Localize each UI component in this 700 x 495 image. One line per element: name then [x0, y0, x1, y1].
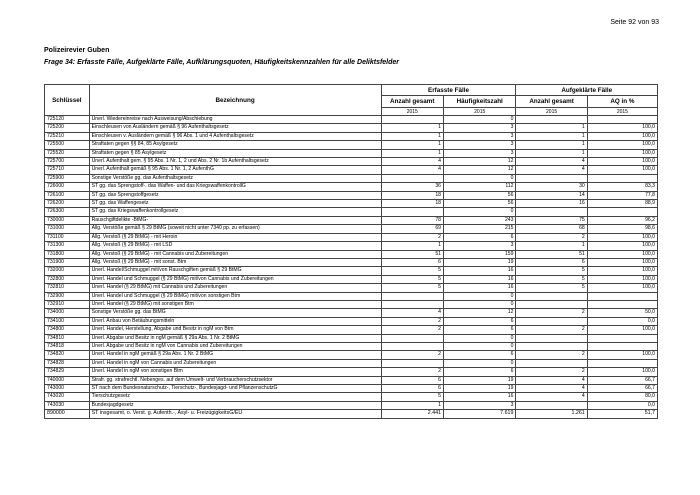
- table-row: [45, 183, 658, 191]
- cell-aq: 100,0: [587, 166, 657, 174]
- cell-key: 734820: [45, 351, 90, 359]
- cell-key: 731100: [45, 233, 90, 241]
- cell-key: 743000: [45, 385, 90, 393]
- cell-anzahl-gesamt: 18: [381, 200, 443, 208]
- cell-aufgeklaerte-anzahl: [516, 334, 587, 342]
- cell-key: 726000: [45, 183, 90, 191]
- table-row: [45, 351, 658, 359]
- header-year: 2015: [587, 108, 657, 116]
- cell-anzahl-gesamt: 4: [381, 166, 443, 174]
- cell-key: 725520: [45, 149, 90, 157]
- header-aq: AQ in %: [587, 96, 657, 108]
- cell-aq: 100,0: [587, 275, 657, 283]
- cell-key: 734100: [45, 317, 90, 325]
- cell-haeufigkeitszahl: 3: [443, 132, 515, 140]
- cell-description: ST gg. das Waffengesetz: [89, 200, 381, 208]
- table-row: [45, 410, 658, 418]
- cell-description: Bundesjagdgesetz: [89, 401, 381, 409]
- cell-anzahl-gesamt: 1: [381, 149, 443, 157]
- cell-anzahl-gesamt: 2: [381, 351, 443, 359]
- cell-aq: 100,0: [587, 326, 657, 334]
- cell-anzahl-gesamt: 4: [381, 309, 443, 317]
- table-row: [45, 233, 658, 241]
- cell-key: 734800: [45, 326, 90, 334]
- table-row: [45, 326, 658, 334]
- cell-haeufigkeitszahl: 56: [443, 191, 515, 199]
- cell-description: Unerl. Abgabe und Besitz in ngM von Cannabis und Zubereitungen: [89, 342, 381, 350]
- table-row: [45, 174, 658, 182]
- cell-haeufigkeitszahl: 0: [443, 292, 515, 300]
- cell-haeufigkeitszahl: 3: [443, 124, 515, 132]
- cell-anzahl-gesamt: [381, 342, 443, 350]
- cell-description: Unerl. Abgabe und Besitz in ngM gemäß § 29a Abs. 1 Nr. 2 BtMG: [89, 334, 381, 342]
- cell-key: 730000: [45, 216, 90, 224]
- table-row: [45, 116, 658, 124]
- cell-description: Unerl. Handel/Schmuggel mit/von Rauschgiften gemäß § 29 BtMG: [89, 267, 381, 275]
- cell-anzahl-gesamt: 2: [381, 326, 443, 334]
- cell-haeufigkeitszahl: 0: [443, 359, 515, 367]
- cell-key: 734810: [45, 334, 90, 342]
- cell-description: Unerl. Aufenthalt gemäß § 95 Abs. 1 Nr. 1, 2 AufenthG: [89, 166, 381, 174]
- cell-description: Allg. Verstöße gemäß § 29 BtMG (soweit nicht unter 7340 pp. zu erfassen): [89, 225, 381, 233]
- cell-description: Unerl. Handel (§ 29 BtMG) mit sonstigen Btm: [89, 300, 381, 308]
- cell-description: Sonstige Verstöße gg. das Aufenthaltsgesetz: [89, 174, 381, 182]
- cell-haeufigkeitszahl: 12: [443, 158, 515, 166]
- cell-aufgeklaerte-anzahl: 68: [516, 225, 587, 233]
- cell-haeufigkeitszahl: 3: [443, 401, 515, 409]
- cell-anzahl-gesamt: 1: [381, 132, 443, 140]
- cell-description: Allg. Verstoß (§ 29 BtMG) - mit sonst. Btm: [89, 258, 381, 266]
- cell-anzahl-gesamt: 36: [381, 183, 443, 191]
- cell-aufgeklaerte-anzahl: 4: [516, 385, 587, 393]
- cell-aufgeklaerte-anzahl: [516, 208, 587, 216]
- cell-anzahl-gesamt: [381, 359, 443, 367]
- cell-description: ST gg. das Kriegswaffenkontrollgesetz: [89, 208, 381, 216]
- cell-description: Straftaten gegen §§ 84, 85 Asylgesetz: [89, 141, 381, 149]
- table-row: [45, 292, 658, 300]
- cell-description: Unerl. Handel in ngM gemäß § 29a Abs. 1 Nr. 2 BtMG: [89, 351, 381, 359]
- cell-haeufigkeitszahl: 6: [443, 317, 515, 325]
- cell-anzahl-gesamt: 2: [381, 368, 443, 376]
- cell-haeufigkeitszahl: 3: [443, 141, 515, 149]
- cell-aq: 100,0: [587, 158, 657, 166]
- cell-aq: 100,0: [587, 250, 657, 258]
- table-row: [45, 149, 658, 157]
- cell-key: 734828: [45, 359, 90, 367]
- header-anzahl-gesamt-aufgeklaert: Anzahl gesamt: [516, 96, 587, 108]
- table-row: [45, 334, 658, 342]
- cell-key: 734829: [45, 368, 90, 376]
- cell-anzahl-gesamt: 6: [381, 376, 443, 384]
- table-row: [45, 166, 658, 174]
- cell-haeufigkeitszahl: 0: [443, 334, 515, 342]
- cell-haeufigkeitszahl: 6: [443, 351, 515, 359]
- cell-aq: [587, 334, 657, 342]
- cell-aq: 100,0: [587, 149, 657, 157]
- cell-haeufigkeitszahl: 7.619: [443, 410, 515, 418]
- cell-haeufigkeitszahl: 0: [443, 342, 515, 350]
- cell-aq: [587, 116, 657, 124]
- cell-description: Unerl. Handel in ngM von Cannabis und Zubereitungen: [89, 359, 381, 367]
- cell-aufgeklaerte-anzahl: 5: [516, 284, 587, 292]
- table-row: [45, 242, 658, 250]
- cell-key: 725900: [45, 174, 90, 182]
- cell-description: ST nach dem Bundesnaturschutz-, Tierschutz-, Bundesjagd- und PflanzenschutzG: [89, 385, 381, 393]
- cell-aufgeklaerte-anzahl: 1: [516, 132, 587, 140]
- cell-aufgeklaerte-anzahl: [516, 317, 587, 325]
- cell-aufgeklaerte-anzahl: 51: [516, 250, 587, 258]
- cell-aufgeklaerte-anzahl: 4: [516, 158, 587, 166]
- cell-aq: 88,9: [587, 200, 657, 208]
- table-row: [45, 317, 658, 325]
- cell-anzahl-gesamt: [381, 174, 443, 182]
- cell-aufgeklaerte-anzahl: 5: [516, 275, 587, 283]
- cell-key: 732910: [45, 300, 90, 308]
- cell-anzahl-gesamt: 5: [381, 267, 443, 275]
- cell-key: 732900: [45, 292, 90, 300]
- cell-key: 732810: [45, 284, 90, 292]
- cell-aufgeklaerte-anzahl: 2: [516, 326, 587, 334]
- cell-aq: 66,7: [587, 385, 657, 393]
- table-row: [45, 258, 658, 266]
- cell-anzahl-gesamt: [381, 116, 443, 124]
- cell-key: 725210: [45, 132, 90, 140]
- organization-title: Polizeirevier Guben: [44, 47, 110, 54]
- cell-anzahl-gesamt: 2: [381, 317, 443, 325]
- cell-description: Allg. Verstoß (§ 29 BtMG) - mit LSD: [89, 242, 381, 250]
- cell-anzahl-gesamt: [381, 208, 443, 216]
- cell-description: Unerl. Aufenthalt gem. § 95 Abs. 1 Nr. 1, 2 und Abs. 2 Nr. 1b Aufenthaltsgesetz: [89, 158, 381, 166]
- cell-aufgeklaerte-anzahl: [516, 342, 587, 350]
- header-year: 2015: [516, 108, 587, 116]
- cell-description: Straftaten gegen § 85 Asylgesetz: [89, 149, 381, 157]
- table-row: [45, 393, 658, 401]
- cell-aufgeklaerte-anzahl: [516, 359, 587, 367]
- table-row: [45, 284, 658, 292]
- table-row: [45, 300, 658, 308]
- cell-haeufigkeitszahl: 6: [443, 326, 515, 334]
- cell-aq: 96,2: [587, 216, 657, 224]
- cell-aufgeklaerte-anzahl: 5: [516, 267, 587, 275]
- cell-haeufigkeitszahl: 0: [443, 174, 515, 182]
- cell-haeufigkeitszahl: 56: [443, 200, 515, 208]
- cell-aq: 100,0: [587, 267, 657, 275]
- cell-anzahl-gesamt: 5: [381, 393, 443, 401]
- cell-anzahl-gesamt: 6: [381, 385, 443, 393]
- cell-aq: 100,0: [587, 351, 657, 359]
- cell-haeufigkeitszahl: 12: [443, 309, 515, 317]
- cell-key: 743030: [45, 401, 90, 409]
- cell-haeufigkeitszahl: 16: [443, 393, 515, 401]
- cell-key: 725200: [45, 124, 90, 132]
- cell-anzahl-gesamt: [381, 292, 443, 300]
- cell-aufgeklaerte-anzahl: 2: [516, 368, 587, 376]
- cell-description: Sonstige Verstöße gg. das BtMG: [89, 309, 381, 317]
- cell-aq: [587, 292, 657, 300]
- cell-description: Tierschutzgesetz: [89, 393, 381, 401]
- cell-aufgeklaerte-anzahl: 1: [516, 124, 587, 132]
- cell-aufgeklaerte-anzahl: [516, 116, 587, 124]
- statistics-table: [44, 84, 658, 419]
- table-row: [45, 401, 658, 409]
- cell-aq: 83,3: [587, 183, 657, 191]
- cell-aq: 66,7: [587, 376, 657, 384]
- table-row: [45, 141, 658, 149]
- cell-aq: 100,0: [587, 242, 657, 250]
- cell-key: 890000: [45, 410, 90, 418]
- cell-aq: 51,7: [587, 410, 657, 418]
- cell-anzahl-gesamt: [381, 334, 443, 342]
- cell-description: Unerl. Handel (§ 29 BtMG) mit Cannabis und Zubereitungen: [89, 284, 381, 292]
- table-row: [45, 359, 658, 367]
- cell-haeufigkeitszahl: 3: [443, 242, 515, 250]
- cell-haeufigkeitszahl: 19: [443, 258, 515, 266]
- header-year: 2015: [443, 108, 515, 116]
- cell-description: Unerl. Handel in ngM von sonstigen Btm: [89, 368, 381, 376]
- cell-aufgeklaerte-anzahl: [516, 300, 587, 308]
- cell-aq: [587, 342, 657, 350]
- cell-key: 743020: [45, 393, 90, 401]
- cell-aq: 100,0: [587, 233, 657, 241]
- table-row: [45, 191, 658, 199]
- cell-haeufigkeitszahl: 215: [443, 225, 515, 233]
- cell-description: Einschleusen v. Ausländern gemäß § 96 Abs. 1 und 4 Aufenthaltsgesetz: [89, 132, 381, 140]
- cell-aq: [587, 300, 657, 308]
- cell-aq: 0,0: [587, 317, 657, 325]
- cell-aufgeklaerte-anzahl: 30: [516, 183, 587, 191]
- cell-key: 732800: [45, 275, 90, 283]
- cell-description: Rauschgiftdelikte -BtMG-: [89, 216, 381, 224]
- question-title: Frage 34: Erfasste Fälle, Aufgeklärte Fälle, Aufklärungsquoten, Häufigkeitskennzahlen für alle Deliktsfelder: [44, 59, 400, 66]
- cell-haeufigkeitszahl: 16: [443, 284, 515, 292]
- cell-anzahl-gesamt: 5: [381, 284, 443, 292]
- cell-aq: 50,0: [587, 309, 657, 317]
- header-year: 2015: [381, 108, 443, 116]
- cell-haeufigkeitszahl: 0: [443, 116, 515, 124]
- cell-haeufigkeitszahl: 112: [443, 183, 515, 191]
- cell-anzahl-gesamt: [381, 300, 443, 308]
- cell-key: 732000: [45, 267, 90, 275]
- cell-key: 731900: [45, 258, 90, 266]
- cell-key: 725700: [45, 158, 90, 166]
- table-row: [45, 216, 658, 224]
- cell-aufgeklaerte-anzahl: 6: [516, 258, 587, 266]
- cell-aq: 80,0: [587, 393, 657, 401]
- cell-description: ST gg. das Sprengstoff-, das Waffen- und das KriegswaffenkontrollG: [89, 183, 381, 191]
- cell-anzahl-gesamt: 4: [381, 158, 443, 166]
- cell-aufgeklaerte-anzahl: 75: [516, 216, 587, 224]
- cell-haeufigkeitszahl: 6: [443, 368, 515, 376]
- cell-description: Unerl. Wiedereinreise nach Ausweisung/Abschiebung: [89, 116, 381, 124]
- cell-key: 740000: [45, 376, 90, 384]
- cell-aufgeklaerte-anzahl: [516, 174, 587, 182]
- table-row: [45, 309, 658, 317]
- cell-key: 726100: [45, 191, 90, 199]
- header-aufgeklaerte-faelle: Aufgeklärte Fälle: [516, 85, 658, 96]
- cell-aufgeklaerte-anzahl: 1: [516, 141, 587, 149]
- cell-aufgeklaerte-anzahl: 14: [516, 191, 587, 199]
- table-row: [45, 225, 658, 233]
- cell-aq: [587, 208, 657, 216]
- cell-haeufigkeitszahl: 159: [443, 250, 515, 258]
- table-row: [45, 368, 658, 376]
- cell-aq: 98,6: [587, 225, 657, 233]
- cell-aufgeklaerte-anzahl: 16: [516, 200, 587, 208]
- cell-haeufigkeitszahl: 0: [443, 300, 515, 308]
- cell-key: 725120: [45, 116, 90, 124]
- cell-aq: 100,0: [587, 141, 657, 149]
- cell-haeufigkeitszahl: 0: [443, 208, 515, 216]
- cell-aq: 100,0: [587, 258, 657, 266]
- cell-description: Unerl. Handel, Herstellung, Abgabe und Besitz in ngM von Btm: [89, 326, 381, 334]
- cell-anzahl-gesamt: 18: [381, 191, 443, 199]
- table-row: [45, 250, 658, 258]
- table-row: [45, 376, 658, 384]
- cell-anzahl-gesamt: 1: [381, 242, 443, 250]
- cell-aufgeklaerte-anzahl: [516, 401, 587, 409]
- cell-key: 731000: [45, 225, 90, 233]
- cell-description: Strafr. gg. strafrechtl. Nebenges. auf dem Umwelt- und Verbraucherschutzsektor: [89, 376, 381, 384]
- cell-description: Allg. Verstoß (§ 29 BtMG) - mit Cannabis und Zubereitungen: [89, 250, 381, 258]
- table-row: [45, 342, 658, 350]
- header-anzahl-gesamt: Anzahl gesamt: [381, 96, 443, 108]
- cell-anzahl-gesamt: 6: [381, 258, 443, 266]
- cell-anzahl-gesamt: 2: [381, 233, 443, 241]
- cell-aufgeklaerte-anzahl: 4: [516, 166, 587, 174]
- cell-anzahl-gesamt: 78: [381, 216, 443, 224]
- header-haeufigkeitszahl: Häufigkeitszahl: [443, 96, 515, 108]
- cell-anzahl-gesamt: 1: [381, 401, 443, 409]
- cell-aq: [587, 359, 657, 367]
- table-row: [45, 208, 658, 216]
- cell-haeufigkeitszahl: 6: [443, 233, 515, 241]
- cell-description: ST insgesamt, o. Verst. g. Aufenth.-, Asyl- u. FreizügigkeitsG/EU: [89, 410, 381, 418]
- table-row: [45, 267, 658, 275]
- cell-anzahl-gesamt: 2.441: [381, 410, 443, 418]
- table-row: [45, 275, 658, 283]
- cell-description: Unerl. Handel und Schmuggel (§ 29 BtMG) mit/von Cannabis und Zubereitungen: [89, 275, 381, 283]
- cell-aq: [587, 174, 657, 182]
- cell-anzahl-gesamt: 5: [381, 275, 443, 283]
- cell-aufgeklaerte-anzahl: 2: [516, 233, 587, 241]
- table-row: [45, 385, 658, 393]
- cell-aufgeklaerte-anzahl: [516, 292, 587, 300]
- cell-aufgeklaerte-anzahl: 1: [516, 242, 587, 250]
- table-row: [45, 158, 658, 166]
- header-key: Schlüssel: [45, 85, 90, 116]
- cell-haeufigkeitszahl: 12: [443, 166, 515, 174]
- cell-aq: 100,0: [587, 368, 657, 376]
- cell-key: 734000: [45, 309, 90, 317]
- table-row: [45, 132, 658, 140]
- cell-key: 726200: [45, 200, 90, 208]
- cell-haeufigkeitszahl: 3: [443, 149, 515, 157]
- cell-aq: 100,0: [587, 132, 657, 140]
- cell-aufgeklaerte-anzahl: 4: [516, 376, 587, 384]
- page-number: Seite 92 von 93: [610, 19, 659, 26]
- cell-aufgeklaerte-anzahl: 1.261: [516, 410, 587, 418]
- cell-key: 731800: [45, 250, 90, 258]
- cell-key: 725710: [45, 166, 90, 174]
- cell-description: Unerl. Handel und Schmuggel (§ 29 BtMG) mit/von sonstigen Btm: [89, 292, 381, 300]
- cell-aufgeklaerte-anzahl: 1: [516, 149, 587, 157]
- cell-aufgeklaerte-anzahl: 4: [516, 393, 587, 401]
- table-body: [45, 116, 658, 419]
- cell-description: Allg. Verstoß (§ 29 BtMG) - mit Heroin: [89, 233, 381, 241]
- cell-key: 731300: [45, 242, 90, 250]
- cell-description: ST gg. das Sprengstoffgesetz: [89, 191, 381, 199]
- cell-anzahl-gesamt: 69: [381, 225, 443, 233]
- cell-key: 725500: [45, 141, 90, 149]
- cell-haeufigkeitszahl: 19: [443, 385, 515, 393]
- header-description: Bezeichnung: [89, 85, 381, 116]
- cell-description: Unerl. Anbau von Betäubungsmitteln: [89, 317, 381, 325]
- cell-aq: 100,0: [587, 124, 657, 132]
- cell-aufgeklaerte-anzahl: 2: [516, 351, 587, 359]
- cell-aufgeklaerte-anzahl: 2: [516, 309, 587, 317]
- cell-aq: 100,0: [587, 284, 657, 292]
- header-erfasste-faelle: Erfasste Fälle: [381, 85, 516, 96]
- cell-aq: 77,8: [587, 191, 657, 199]
- cell-haeufigkeitszahl: 19: [443, 376, 515, 384]
- cell-key: 734818: [45, 342, 90, 350]
- cell-haeufigkeitszahl: 16: [443, 267, 515, 275]
- table-row: [45, 200, 658, 208]
- cell-haeufigkeitszahl: 16: [443, 275, 515, 283]
- cell-anzahl-gesamt: 51: [381, 250, 443, 258]
- cell-haeufigkeitszahl: 243: [443, 216, 515, 224]
- cell-description: Einschleusen von Ausländern gemäß § 96 Aufenthaltsgesetz: [89, 124, 381, 132]
- cell-aq: 0,0: [587, 401, 657, 409]
- table-row: [45, 124, 658, 132]
- cell-anzahl-gesamt: 1: [381, 124, 443, 132]
- cell-anzahl-gesamt: 1: [381, 141, 443, 149]
- cell-key: 726300: [45, 208, 90, 216]
